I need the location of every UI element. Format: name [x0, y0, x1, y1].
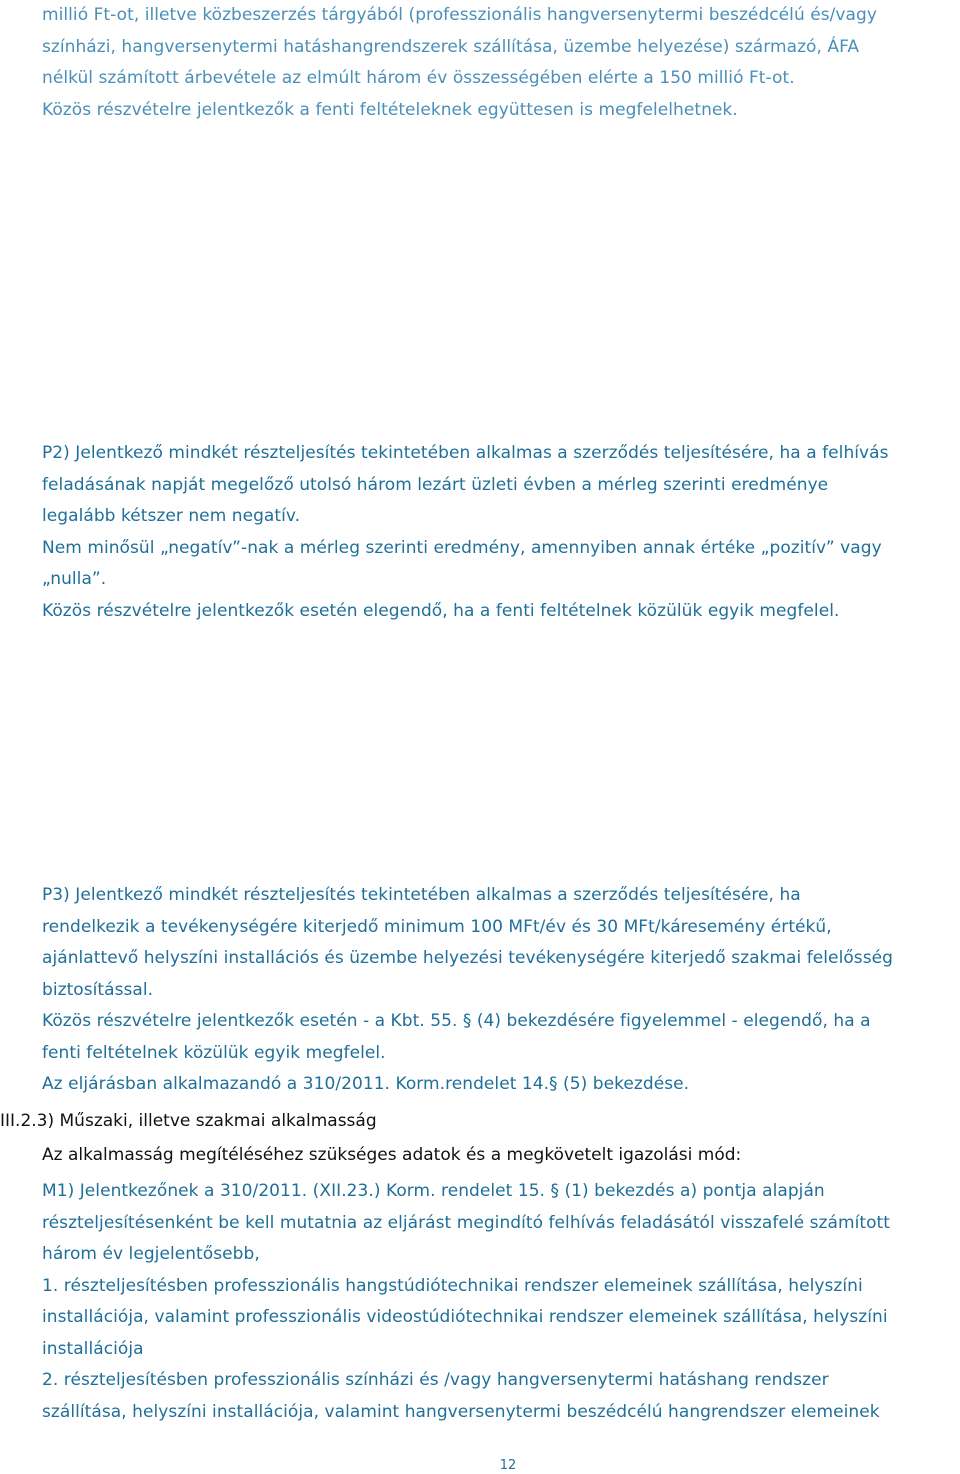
text-line: installációja [42, 1338, 144, 1359]
text-line: rendelkezik a tevékenységére kiterjedő minimum 100 MFt/év és 30 MFt/káresemény értékű, [42, 916, 832, 937]
text-line: nélkül számított árbevétele az elmúlt három év összességében elérte a 150 millió Ft-ot. [42, 68, 795, 88]
text-line: millió Ft-ot, illetve közbeszerzés tárgyából (professzionális hangversenytermi beszédcélú és/vagy [42, 5, 877, 25]
text-line: P2) Jelentkező mindkét részteljesítés tekintetében alkalmas a szerződés teljesítésére, ha a felhívás [42, 443, 889, 463]
text-line: „nulla”. [42, 569, 107, 589]
paragraph-p3 [42, 880, 957, 1101]
text-line: három év legjelentősebb, [42, 1244, 260, 1264]
text-line: Az eljárásban alkalmazandó a 310/2011. Korm.rendelet 14.§ (5) bekezdése. [42, 1074, 690, 1094]
text-line: Közös részvételre jelentkezők esetén - a Kbt. 55. § (4) bekezdésére figyelemmel - elegendő, ha a [42, 1011, 871, 1031]
text-line: ajánlattevő helyszíni installációs és üzembe helyezési tevékenységére kiterjedő szakmai felelősség [42, 948, 893, 968]
text-line: Nem minősül „negatív”-nak a mérleg szerinti eredmény, amennyiben annak értéke „pozitív” vagy [42, 537, 882, 558]
paragraph-p2 [42, 438, 957, 627]
text-line: szállítása, helyszíni installációja, valamint hangversenytermi beszédcélú hangrendszer elemeinek [42, 1401, 880, 1422]
paragraph-m1 [42, 1176, 957, 1428]
text-line: feladásának napját megelőző utolsó három lezárt üzleti évben a mérleg szerinti eredménye [42, 474, 829, 495]
text-line: legalább kétszer nem negatív. [42, 506, 301, 526]
page-number: 12 [499, 1458, 517, 1473]
paragraph-p1-continuation [42, 0, 957, 126]
section-subheading: Az alkalmasság megítéléséhez szükséges adatok és a megkövetelt igazolási mód: [42, 1145, 742, 1165]
text-line: biztosítással. [42, 979, 154, 1000]
text-line: 1. részteljesítésben professzionális hangstúdiótechnikai rendszer elemeinek szállítása, helyszíni [42, 1275, 863, 1296]
text-line: fenti feltételnek közülük egyik megfelel. [42, 1042, 386, 1063]
text-line: installációja, valamint professzionális videostúdiótechnikai rendszer elemeinek szállítása, helyszíni [42, 1307, 888, 1327]
text-line: részteljesítésenként be kell mutatnia az eljárást megindító felhívás feladásától visszafelé számított [42, 1212, 890, 1233]
text-line: Közös részvételre jelentkezők a fenti feltételeknek együttesen is megfelelhetnek. [42, 99, 738, 120]
text-line: M1) Jelentkezőnek a 310/2011. (XII.23.) Korm. rendelet 15. § (1) bekezdés a) pontja alapján [42, 1181, 825, 1201]
text-line: P3) Jelentkező mindkét részteljesítés tekintetében alkalmas a szerződés teljesítésére, ha [42, 885, 801, 905]
text-line: Közös részvételre jelentkezők esetén elegendő, ha a fenti feltételnek közülük egyik megfelel. [42, 600, 840, 621]
text-line: 2. részteljesítésben professzionális színházi és /vagy hangversenytermi hatáshang rendszer [42, 1370, 829, 1390]
section-heading: III.2.3) Műszaki, illetve szakmai alkalmasság [0, 1111, 377, 1131]
text-line: színházi, hangversenytermi hatáshangrendszerek szállítása, üzembe helyezése) származó, ÁFA [42, 36, 860, 57]
